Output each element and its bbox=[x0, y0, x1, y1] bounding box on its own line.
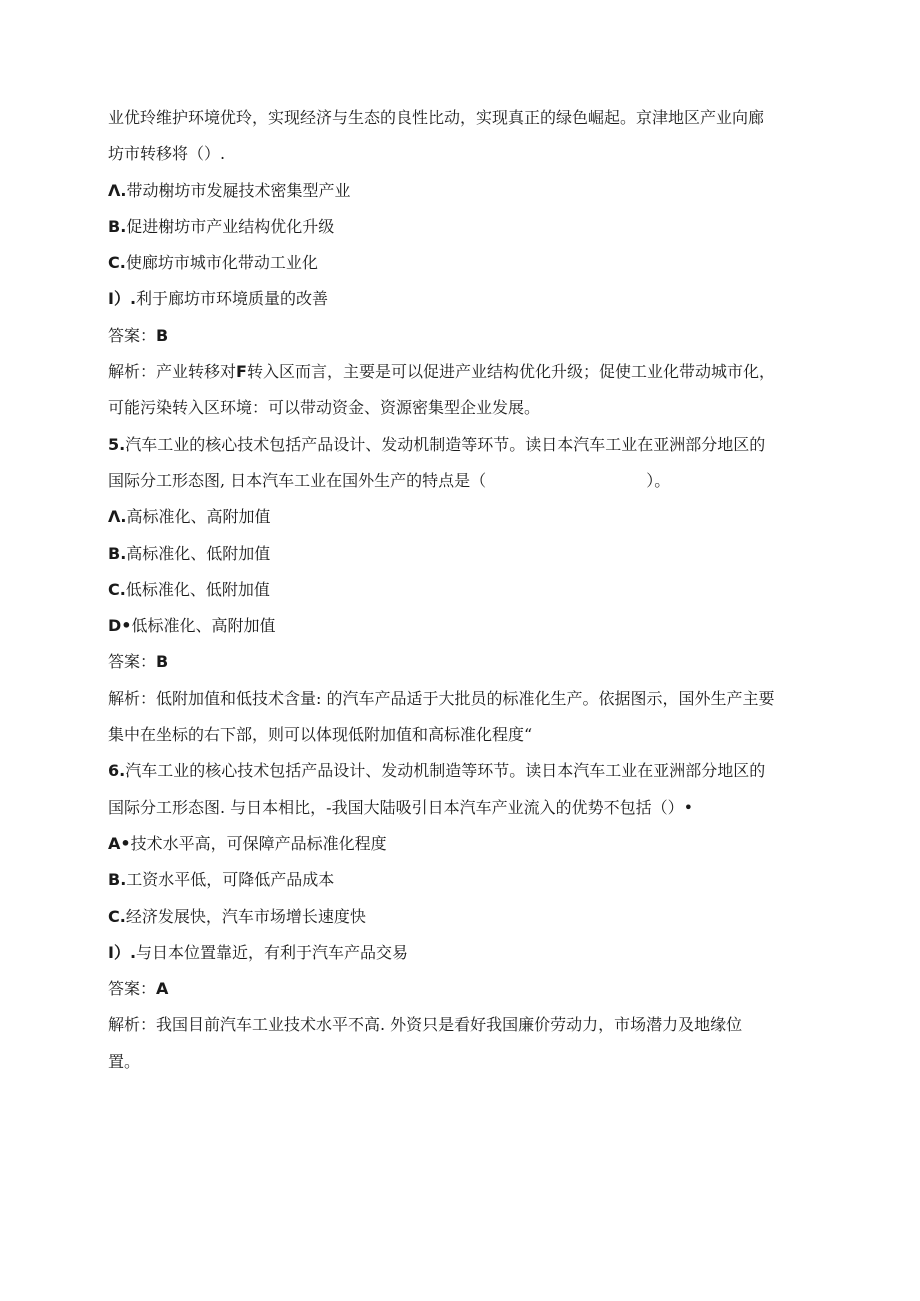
q6-answer bbox=[108, 971, 818, 1007]
option-label: B. bbox=[108, 870, 127, 890]
option-text: 促进榭坊市产业结构优化升级 bbox=[126, 216, 335, 236]
analysis-text: 转入区而言，主要是可以促进产业结构优化升级；促使工业化带动城市化， bbox=[246, 362, 775, 382]
q4-option-d bbox=[108, 281, 818, 317]
option-text: 利于廊坊市环境质量的改善 bbox=[136, 289, 329, 309]
question-number: 6. bbox=[108, 761, 126, 781]
answer-prefix: 答案： bbox=[108, 325, 157, 345]
q4-stem-line-1: 业优玲维护环境优玲，实现经济与生态的良性比动，实现真正的绿色崛起。京津地区产业向廊 bbox=[108, 108, 765, 127]
q4-analysis-line-1 bbox=[108, 354, 818, 390]
q5-analysis-line-1: 解析：低附加值和低技术含量: 的汽车产品适于大批员的标准化生产。依据图示，国外生产主要 bbox=[108, 688, 775, 708]
answer-value: A bbox=[156, 979, 169, 999]
q5-stem-line-2 bbox=[108, 463, 818, 499]
q4-option-c bbox=[108, 245, 818, 281]
option-text: 使廊坊市城市化带动工业化 bbox=[125, 253, 318, 273]
option-label: B. bbox=[108, 216, 127, 236]
q4-analysis-line-2: 可能污染转入区环境：可以带动资金、资源密集型企业发展。 bbox=[108, 398, 541, 418]
option-label: C. bbox=[108, 906, 126, 926]
q6-analysis-line-2: 置。 bbox=[108, 1051, 141, 1071]
q4-answer bbox=[108, 318, 818, 354]
option-text: 高标准化、低附加值 bbox=[126, 543, 271, 563]
q4-stem-line-2: 坊市转移将（）. bbox=[108, 144, 226, 164]
q6-option-d bbox=[108, 935, 818, 971]
q6-analysis-line-1: 解析：我国目前汽车工业技术水平不高. 外资只是看好我国廉价劳动力，市场潜力及地缘位 bbox=[108, 1015, 743, 1035]
option-text: 低标准化、高附加值 bbox=[131, 616, 276, 636]
option-text: 工资水平低，可降低产品成本 bbox=[126, 870, 335, 890]
q6-option-b bbox=[108, 862, 818, 898]
option-text: 技术水平高，可保障产品标准化程度 bbox=[130, 833, 387, 853]
q5-option-b bbox=[108, 536, 818, 572]
option-text: 经济发展快，汽车市场增长速度快 bbox=[125, 906, 366, 926]
option-label: I）. bbox=[108, 289, 137, 309]
q5-option-a bbox=[108, 499, 818, 535]
option-label: Λ. bbox=[108, 507, 127, 527]
option-label: Λ. bbox=[108, 180, 127, 200]
question-text: 汽车工业的核心技术包括产品设计、发动机制造等环节。读日本汽车工业在亚洲部分地区的 bbox=[125, 761, 766, 781]
option-label: C. bbox=[108, 579, 126, 599]
q6-stem-line-1 bbox=[108, 753, 818, 789]
option-label: C. bbox=[108, 253, 126, 273]
q5-analysis-line-2: 集中在坐标的右下部，则可以体现低附加值和高标准化程度“ bbox=[108, 725, 533, 745]
q5-option-c bbox=[108, 572, 818, 608]
q5-option-d bbox=[108, 608, 818, 644]
option-text: 高标准化、高附加值 bbox=[126, 507, 271, 527]
question-text: 国际分工形态图, 日本汽车工业在国外生产的特点是（ bbox=[108, 470, 487, 490]
option-label: A• bbox=[108, 833, 131, 853]
q5-stem-line-1 bbox=[108, 427, 818, 463]
q4-option-b bbox=[108, 209, 818, 245]
option-text: 与日本位置靠近，有利于汽车产品交易 bbox=[136, 942, 409, 962]
answer-prefix: 答案： bbox=[108, 652, 157, 672]
option-label: B. bbox=[108, 543, 127, 563]
analysis-text: 解析：产业转移对 bbox=[108, 362, 237, 382]
q5-answer bbox=[108, 644, 818, 680]
question-text: ）。 bbox=[646, 470, 671, 490]
q6-stem-line-2: 国际分工形态图. 与日本相比，-我国大陆吸引日本汽车产业流入的优势不包括（）• bbox=[108, 797, 694, 817]
option-label: D• bbox=[108, 616, 132, 636]
option-text: 低标准化、低附加值 bbox=[125, 579, 270, 599]
q4-option-a bbox=[108, 173, 818, 209]
option-text: 带动榭坊市发屣技术密集型产业 bbox=[126, 180, 351, 200]
answer-value: B bbox=[156, 325, 169, 345]
question-text: 汽车工业的核心技术包括产品设计、发动机制造等环节。读日本汽车工业在亚洲部分地区的 bbox=[125, 434, 766, 454]
answer-value: B bbox=[156, 652, 169, 672]
question-number: 5. bbox=[108, 434, 126, 454]
q6-option-c bbox=[108, 899, 818, 935]
document-page bbox=[108, 100, 818, 1080]
option-label: I）. bbox=[108, 942, 137, 962]
q6-option-a bbox=[108, 826, 818, 862]
answer-prefix: 答案： bbox=[108, 979, 157, 999]
analysis-bold-letter: F bbox=[236, 362, 247, 382]
